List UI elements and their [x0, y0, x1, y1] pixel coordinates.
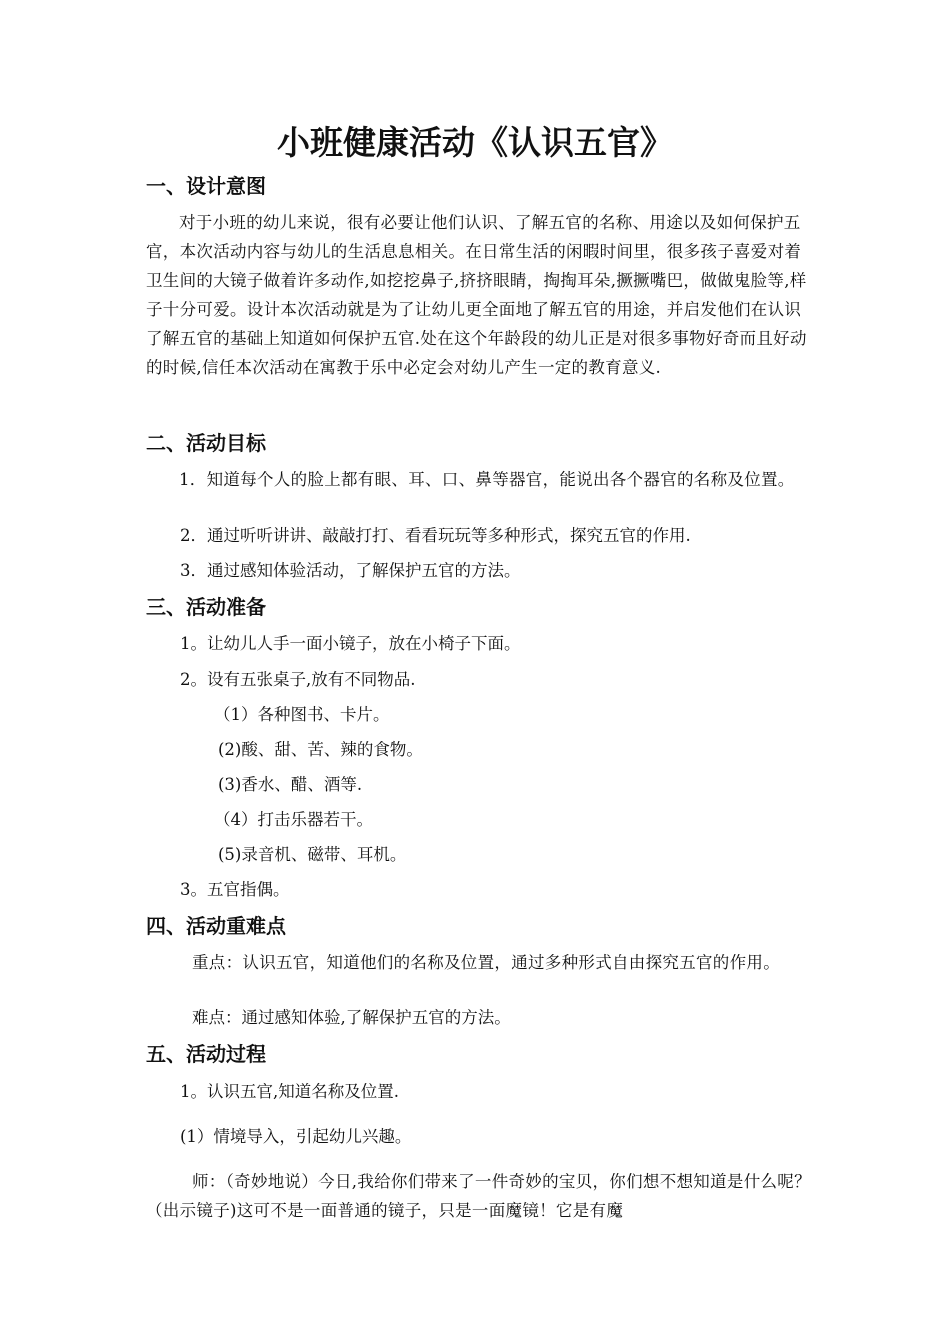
process-step-1: 1。认识五官,知道名称及位置. — [180, 1082, 399, 1101]
preparation-item-3: 3。五官指偶。 — [180, 880, 290, 899]
section-heading-key-points: 四、活动重难点 — [146, 914, 286, 938]
section-heading-preparation: 三、活动准备 — [146, 595, 266, 619]
teacher-dialogue: 师：（奇妙地说）今日,我给你们带来了一件奇妙的宝贝，你们想不想知道是什么呢？（出示镜子)这可不是一面普通的镜子，只是一面魔镜！它是有魔 — [146, 1172, 811, 1220]
preparation-item-2: 2。设有五张桌子,放有不同物品. — [180, 670, 416, 689]
preparation-subitem-3: (3)香水、醋、酒等. — [218, 775, 363, 794]
section-heading-process: 五、活动过程 — [146, 1042, 266, 1066]
objective-item-2: 2．通过听听讲讲、敲敲打打、看看玩玩等多种形式，探究五官的作用. — [180, 526, 691, 545]
section-heading-design-intent: 一、设计意图 — [146, 174, 266, 198]
preparation-subitem-2: (2)酸、甜、苦、辣的食物。 — [218, 740, 423, 759]
preparation-subitem-5: (5)录音机、磁带、耳机。 — [218, 845, 407, 864]
objective-item-1: 1．知道每个人的脸上都有眼、耳、口、鼻等器官，能说出各个器官的名称及位置。 — [179, 470, 795, 489]
page-title: 小班健康活动《认识五官》 — [277, 123, 673, 162]
design-intent-paragraph: 对于小班的幼儿来说，很有必要让他们认识、了解五官的名称、用途以及如何保护五官，本次活动内容与幼儿的生活息息相关。在日常生活的闲暇时间里，很多孩子喜爱对着卫生间的大镜子做着许多动作,如挖挖鼻子,挤挤眼睛，掏掏耳朵,撅撅嘴巴，做做鬼脸等,样子十分可爱。设计本次活动就是为了让幼儿更全面地了解五官的用途，并启发他们在认识了解五官的基础上知道如何保护五官.处在这个年龄段的幼儿正是对很多事物好奇而且好动的时候,信任本次活动在寓教于乐中必定会对幼儿产生一定的教育意义. — [146, 213, 807, 377]
process-step-1-sub: (1）情境导入，引起幼儿兴趣。 — [180, 1127, 412, 1146]
objective-item-3: 3．通过感知体验活动，了解保护五官的方法。 — [180, 561, 521, 580]
difficult-point-text: 难点：通过感知体验,了解保护五官的方法。 — [192, 1008, 511, 1027]
section-heading-objectives: 二、活动目标 — [146, 431, 266, 455]
preparation-item-1: 1。让幼儿人手一面小镜子，放在小椅子下面。 — [180, 634, 521, 653]
preparation-subitem-4: （4）打击乐器若干。 — [214, 810, 373, 829]
key-point-text: 重点：认识五官，知道他们的名称及位置，通过多种形式自由探究五官的作用。 — [192, 953, 780, 972]
preparation-subitem-1: （1）各种图书、卡片。 — [214, 705, 390, 724]
